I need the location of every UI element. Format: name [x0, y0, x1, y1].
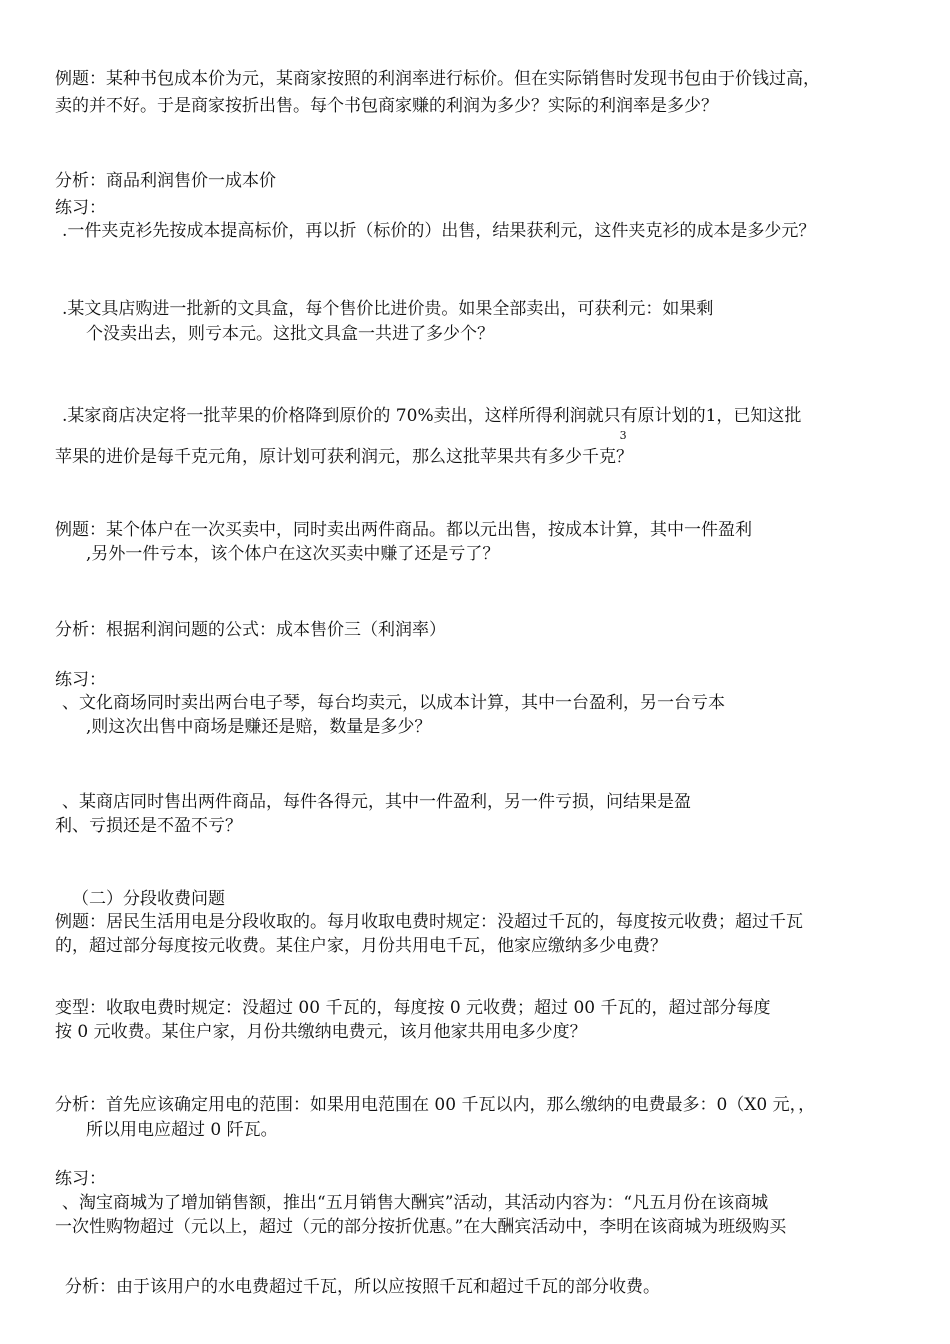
practice-heading-3: 练习： [55, 1169, 106, 1189]
practice-2-item-1-line-2: ,则这次出售中商场是赚还是赔，数量是多少？ [86, 717, 432, 737]
practice-2-item-1-line-1: 、文化商场同时卖出两台电子琴，每台均卖元，以成本计算，其中一台盈利，另一台亏本 [62, 693, 725, 713]
section-heading: （二）分段收费问题 [72, 889, 225, 909]
practice-1-item-3-line-2: 苹果的进价是每千克元角，原计划可获利润元，那么这批苹果共有多少千克？ [55, 447, 633, 467]
analysis-3-line-1: 分析：首先应该确定用电的范围：如果用电范围在 00 千瓦以内，那么缴纳的电费最多：0（X0 元，， [55, 1095, 816, 1115]
practice-1-item-2-line-1: .某文具店购进一批新的文具盒，每个售价比进价贵。如果全部卖出，可获利元：如果剩 [62, 299, 714, 319]
example-1-line-1: 例题：某种书包成本价为元，某商家按照的利润率进行标价。但在实际销售时发现书包由于价钱过高， [55, 69, 820, 89]
analysis-1: 分析：商品利润售价一成本价 [55, 171, 276, 191]
practice-3-item-1-line-2: 一次性购物超过（元以上，超过（元的部分按折优惠。”在大酬宾活动中，李明在该商城为班级购买 [55, 1217, 787, 1237]
example-2-line-2: ,另外一件亏本，该个体户在这次买卖中赚了还是亏了？ [86, 544, 500, 564]
practice-2-item-2-line-1: 、某商店同时售出两件商品，每件各得元，其中一件盈利，另一件亏损，问结果是盈 [62, 792, 691, 812]
practice-1-item-2-line-2: 个没卖出去，则亏本元。这批文具盒一共进了多少个？ [86, 324, 494, 344]
example-2-line-1: 例题：某个体户在一次买卖中，同时卖出两件商品。都以元出售，按成本计算，其中一件盈利 [55, 520, 752, 540]
practice-2-item-2-line-2: 利、亏损还是不盈不亏？ [55, 816, 242, 836]
analysis-2: 分析：根据利润问题的公式：成本售价三（利润率） [55, 620, 446, 640]
fraction-one-third [619, 405, 717, 442]
example-3-line-2: 的，超过部分每度按元收费。某住户家，月份共用电千瓦，他家应缴纳多少电费？ [55, 936, 667, 956]
fraction-denominator: 3 [619, 429, 627, 442]
analysis-4: 分析：由于该用户的水电费超过千瓦，所以应按照千瓦和超过千瓦的部分收费。 [65, 1277, 660, 1297]
variant-line-2: 按 0 元收费。某住户家，月份共缴纳电费元，该月他家共用电多少度？ [55, 1022, 587, 1042]
example-1-line-2: 卖的并不好。于是商家按折出售。每个书包商家赚的利润为多少？实际的利润率是多少？ [55, 96, 718, 116]
practice-heading-1: 练习： [55, 198, 106, 218]
practice-1-item-1: .一件夹克衫先按成本提高标价，再以折（标价的）出售，结果获利元，这件夹克衫的成本是多少元？ [62, 221, 816, 241]
example-3-line-1: 例题：居民生活用电是分段收取的。每月收取电费时规定：没超过千瓦的，每度按元收费；超过千瓦 [55, 912, 803, 932]
item-3-text-a: .某家商店决定将一批苹果的价格降到原价的 70%卖出，这样所得利润就只有原计划的 [62, 406, 706, 426]
analysis-3-line-2: 所以用电应超过 0 阡瓦。 [86, 1120, 278, 1140]
variant-line-1: 变型：收取电费时规定：没超过 00 千瓦的，每度按 0 元收费；超过 00 千瓦的，超过部分每度 [55, 998, 771, 1018]
item-3-text-b: ，已知这批 [716, 406, 802, 426]
fraction-numerator: 1 [705, 406, 717, 426]
practice-1-item-3-line-1 [62, 405, 802, 442]
practice-heading-2: 练习： [55, 670, 106, 690]
practice-3-item-1-line-1: 、淘宝商城为了增加销售额，推出“五月销售大酬宾”活动，其活动内容为：“凡五月份在该商城 [62, 1193, 769, 1213]
